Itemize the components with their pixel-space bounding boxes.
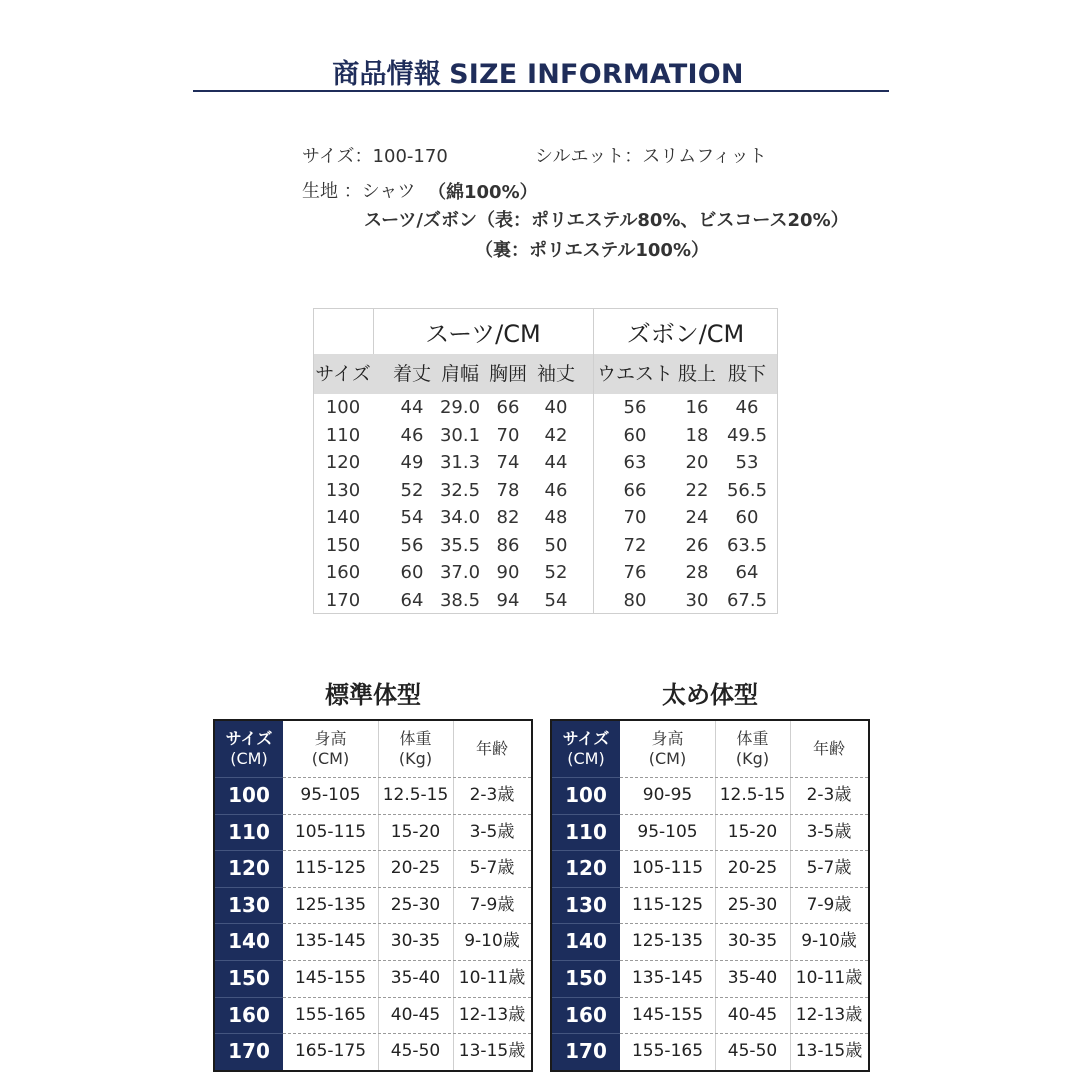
table-cell: 37.0 xyxy=(439,562,481,583)
large-body-caption: 太め体型 xyxy=(662,681,758,709)
table-cell: 10-11歳 xyxy=(458,968,526,988)
table-cell: 42 xyxy=(544,424,568,446)
table-cell: 44 xyxy=(400,397,424,418)
table-cell: 74 xyxy=(496,452,520,473)
table-cell: 125-135 xyxy=(294,894,367,915)
table-cell: 115-125 xyxy=(294,858,367,879)
column-header: 肩幅 xyxy=(440,363,479,385)
table-cell: 78 xyxy=(496,479,520,501)
table-cell: 90 xyxy=(496,562,520,583)
table-cell: 110 xyxy=(325,424,361,446)
column-header xyxy=(715,721,790,777)
table-cell: 155-165 xyxy=(294,1004,367,1025)
table-cell: 80 xyxy=(623,589,647,611)
table-cell: 12.5-15 xyxy=(719,785,786,805)
table-cell: 13-15歳 xyxy=(458,1041,526,1062)
table-cell: 30.1 xyxy=(439,424,481,446)
table-cell: 20 xyxy=(685,452,709,473)
table-cell: 25-30 xyxy=(390,894,441,915)
table-cell: 38.5 xyxy=(439,589,481,611)
column-header: 胸囲 xyxy=(488,363,527,385)
table-divider xyxy=(593,309,594,613)
table-cell: 2-3歳 xyxy=(469,785,515,805)
table-cell: 29.0 xyxy=(439,397,481,418)
table-cell: 15-20 xyxy=(727,821,778,842)
table-cell: 63 xyxy=(623,452,647,473)
table-cell: 35.5 xyxy=(439,534,481,556)
size-cell: 150 xyxy=(228,966,270,990)
table-cell: 100 xyxy=(325,397,361,418)
header-line: 年齢 xyxy=(475,739,508,758)
table-cell: 165-175 xyxy=(294,1041,367,1062)
header-line: 年齢 xyxy=(812,739,845,758)
table-cell: 45-50 xyxy=(390,1041,441,1062)
suit-pants-size-table xyxy=(313,308,778,614)
table-cell: 66 xyxy=(496,397,520,418)
table-cell: 145-155 xyxy=(631,1004,704,1025)
table-cell: 49 xyxy=(400,452,424,473)
page-title-en: SIZE INFORMATION xyxy=(449,59,744,90)
header-line: サイズ xyxy=(562,729,610,748)
size-cell: 160 xyxy=(565,1002,607,1027)
table-cell: 170 xyxy=(325,589,361,611)
column-header: 股下 xyxy=(727,363,766,385)
header-line: サイズ xyxy=(225,729,273,748)
table-cell: 54 xyxy=(544,589,568,611)
header-line: 体重 xyxy=(399,729,432,748)
column-header: 袖丈 xyxy=(536,363,575,385)
size-cell: 130 xyxy=(565,892,607,917)
table-cell: 9-10歳 xyxy=(464,931,520,952)
column-header xyxy=(215,721,283,777)
size-cell: 130 xyxy=(228,892,270,917)
table-cell: 90-95 xyxy=(642,785,693,805)
table-cell: 18 xyxy=(685,424,709,446)
column-header xyxy=(790,721,868,777)
table-cell: 12.5-15 xyxy=(382,785,449,805)
size-cell: 110 xyxy=(228,819,270,844)
table-cell: 5-7歳 xyxy=(469,858,515,879)
large-body-size-table xyxy=(550,719,870,1072)
table-cell: 135-145 xyxy=(294,931,367,952)
table-cell: 46 xyxy=(544,479,568,501)
header-line: 身高 xyxy=(314,729,347,748)
standard-body-caption: 標準体型 xyxy=(325,681,421,709)
table-cell: 46 xyxy=(400,424,424,446)
table-cell: 155-165 xyxy=(631,1041,704,1062)
shirt-material-text: （綿100%） xyxy=(428,182,538,203)
table-cell: 26 xyxy=(685,534,709,556)
table-cell: 64 xyxy=(735,562,759,583)
table-cell: 67.5 xyxy=(726,589,768,611)
table-cell: 64 xyxy=(400,589,424,611)
table-cell: 40-45 xyxy=(390,1004,441,1025)
table-cell: 31.3 xyxy=(439,452,481,473)
table-cell: 10-11歳 xyxy=(795,968,863,988)
size-cell: 110 xyxy=(565,819,607,844)
table-cell: 105-115 xyxy=(294,821,367,842)
table-cell: 76 xyxy=(623,562,647,583)
column-header xyxy=(552,721,620,777)
table-cell: 25-30 xyxy=(727,894,778,915)
standard-body-size-table xyxy=(213,719,533,1072)
suit-pants-material-text: スーツ/ズボン（表：ポリエステル80%、ビスコース20%） xyxy=(364,210,849,231)
table-cell: 60 xyxy=(623,424,647,446)
header-unit: (CM) xyxy=(230,749,268,768)
table-cell: 20-25 xyxy=(390,858,441,879)
table-cell: 40 xyxy=(544,397,568,418)
silhouette-text: シルエット：スリムフィット xyxy=(535,146,767,167)
size-cell: 120 xyxy=(565,856,607,881)
table-cell: 30-35 xyxy=(390,931,441,952)
table-cell: 44 xyxy=(544,452,568,473)
table-cell: 120 xyxy=(325,452,361,473)
table-cell: 95-105 xyxy=(300,785,361,805)
table-cell: 35-40 xyxy=(727,968,778,988)
column-header: ウエスト xyxy=(597,363,674,385)
table-cell: 86 xyxy=(496,534,520,556)
table-cell: 12-13歳 xyxy=(458,1004,526,1025)
size-cell: 170 xyxy=(228,1039,270,1064)
header-unit: (CM) xyxy=(311,749,350,768)
table-cell: 49.5 xyxy=(726,424,768,446)
table-cell: 2-3歳 xyxy=(806,785,852,805)
table-cell: 140 xyxy=(325,507,361,528)
table-cell: 56.5 xyxy=(726,479,768,501)
table-cell: 60 xyxy=(735,507,759,528)
table-cell: 63.5 xyxy=(726,534,768,556)
header-unit: (Kg) xyxy=(735,749,770,768)
size-cell: 160 xyxy=(228,1002,270,1027)
column-header xyxy=(453,721,531,777)
table-cell: 70 xyxy=(623,507,647,528)
table-cell: 48 xyxy=(544,507,568,528)
table-cell: 95-105 xyxy=(637,821,698,842)
table-cell: 35-40 xyxy=(390,968,441,988)
header-unit: (Kg) xyxy=(398,749,433,768)
size-cell: 100 xyxy=(228,783,270,807)
table-cell: 56 xyxy=(623,397,647,418)
table-cell: 82 xyxy=(496,507,520,528)
column-header: サイズ xyxy=(315,363,371,385)
table-cell: 3-5歳 xyxy=(806,821,852,842)
table-cell: 12-13歳 xyxy=(795,1004,863,1025)
table-cell: 56 xyxy=(400,534,424,556)
table-cell: 16 xyxy=(685,397,709,418)
column-header: 股上 xyxy=(677,363,716,385)
table-cell: 50 xyxy=(544,534,568,556)
table-cell: 60 xyxy=(400,562,424,583)
column-header xyxy=(283,721,378,777)
header-unit: (CM) xyxy=(648,749,687,768)
table-cell: 30 xyxy=(685,589,709,611)
table-cell: 45-50 xyxy=(727,1041,778,1062)
column-header xyxy=(378,721,453,777)
suit-group-header: スーツ/CM xyxy=(425,320,541,348)
page-title-ja: 商品情報 xyxy=(332,59,442,90)
table-cell: 13-15歳 xyxy=(795,1041,863,1062)
table-cell: 28 xyxy=(685,562,709,583)
size-cell: 120 xyxy=(228,856,270,881)
table-cell: 54 xyxy=(400,507,424,528)
table-cell: 52 xyxy=(544,562,568,583)
header-line: 体重 xyxy=(736,729,769,748)
table-cell: 145-155 xyxy=(294,968,367,988)
table-cell: 7-9歳 xyxy=(469,894,515,915)
size-cell: 140 xyxy=(228,929,270,954)
size-range-text: サイズ：100-170 xyxy=(302,146,448,167)
table-cell: 32.5 xyxy=(439,479,481,501)
table-cell: 105-115 xyxy=(631,858,704,879)
column-header: 着丈 xyxy=(392,363,431,385)
table-cell: 125-135 xyxy=(631,931,704,952)
table-cell: 20-25 xyxy=(727,858,778,879)
column-header xyxy=(620,721,715,777)
table-cell: 130 xyxy=(325,479,361,501)
table-cell: 9-10歳 xyxy=(801,931,857,952)
size-cell: 170 xyxy=(565,1039,607,1064)
table-cell: 70 xyxy=(496,424,520,446)
header-line: 身高 xyxy=(651,729,684,748)
header-unit: (CM) xyxy=(567,749,605,768)
table-cell: 5-7歳 xyxy=(806,858,852,879)
table-divider xyxy=(373,309,374,354)
size-cell: 100 xyxy=(565,783,607,807)
size-cell: 150 xyxy=(565,966,607,990)
pants-group-header: ズボン/CM xyxy=(626,320,745,348)
table-cell: 150 xyxy=(325,534,361,556)
table-cell: 3-5歳 xyxy=(469,821,515,842)
table-cell: 15-20 xyxy=(390,821,441,842)
table-cell: 66 xyxy=(623,479,647,501)
table-cell: 160 xyxy=(325,562,361,583)
table-cell: 53 xyxy=(735,452,759,473)
table-cell: 72 xyxy=(623,534,647,556)
page-title xyxy=(0,52,1076,91)
lining-material-text: （裏：ポリエステル100%） xyxy=(475,240,709,261)
table-cell: 94 xyxy=(496,589,520,611)
fabric-label: 生地 ：シャツ xyxy=(302,181,416,202)
table-cell: 30-35 xyxy=(727,931,778,952)
size-cell: 140 xyxy=(565,929,607,954)
table-cell: 40-45 xyxy=(727,1004,778,1025)
table-cell: 52 xyxy=(400,479,424,501)
table-cell: 22 xyxy=(685,479,709,501)
table-cell: 46 xyxy=(735,397,759,418)
table-cell: 115-125 xyxy=(631,894,704,915)
table-cell: 7-9歳 xyxy=(806,894,852,915)
table-cell: 135-145 xyxy=(631,968,704,988)
table-cell: 34.0 xyxy=(439,507,481,528)
table-cell: 24 xyxy=(685,507,709,528)
header-divider xyxy=(193,90,889,92)
